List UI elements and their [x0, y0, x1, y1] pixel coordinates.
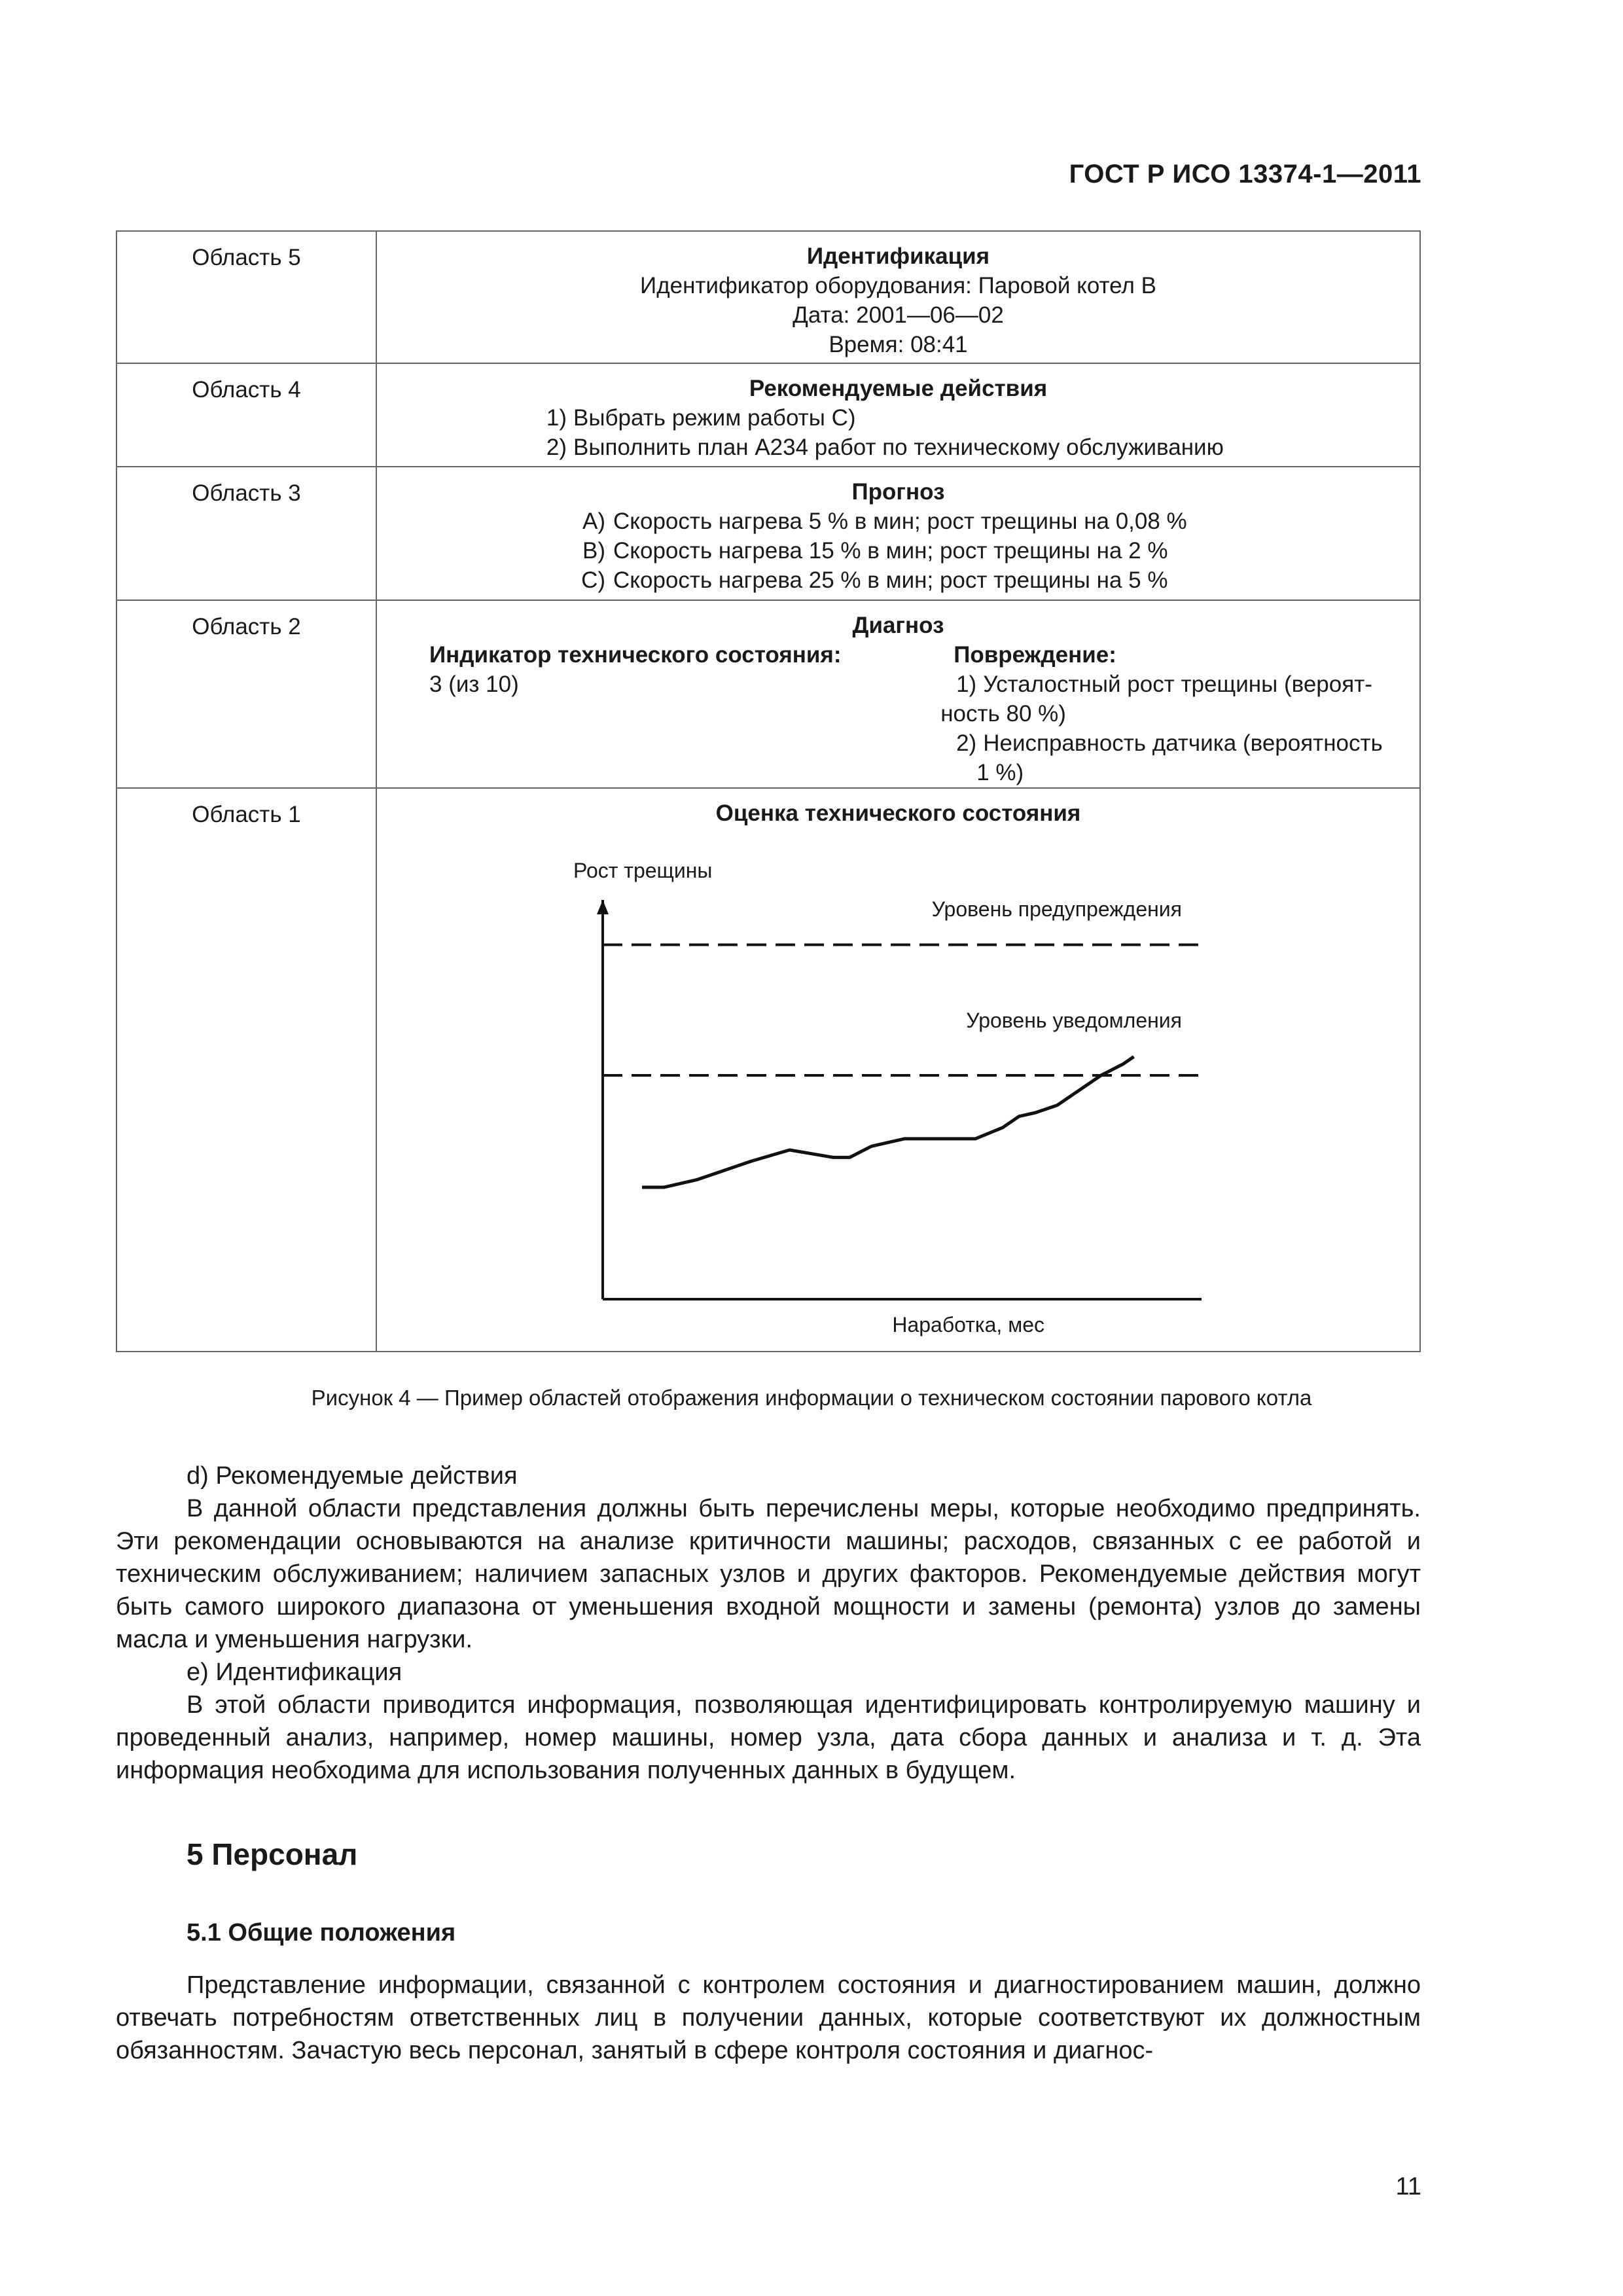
area3-title: Прогноз [851, 479, 945, 505]
body-section-d-e [116, 1460, 1421, 1787]
item-text: Скорость нагрева 5 % в мин; рост трещины на 0,08 % [613, 509, 1187, 534]
damage-item [940, 728, 1419, 758]
section-5-1 [116, 1916, 1421, 2067]
item-text: Скорость нагрева 15 % в мин; рост трещины на 2 % [613, 538, 1168, 564]
item-text-continued: ность 80 %) [940, 701, 1066, 726]
item-text-continued: 1 %) [976, 760, 1024, 785]
item-e-paragraph: В этой области приводится информация, позволяющая идентифицировать контролируемую машину и проведенный анализ, например, номер машины, номер узла, дата сбора данных и анализа и т. д. Эта информация необходима для использования полученных данных в будущем. [116, 1691, 1421, 1784]
area2-content [376, 600, 1420, 788]
crack-growth-series-line [642, 1057, 1134, 1188]
area5-title: Идентификация [806, 243, 990, 269]
item-number: 2) [546, 435, 567, 460]
area2-label: Область 2 [192, 614, 301, 639]
item-number: С) [581, 567, 605, 593]
area1-title: Оценка технического состояния [715, 800, 1081, 826]
figure-caption: Рисунок 4 — Пример областей отображения информации о техническом состоянии парового котла [311, 1386, 1312, 1410]
x-axis-label: Наработка, мес [892, 1313, 1044, 1336]
warning-level-label: Уровень предупреждения [931, 897, 1182, 921]
item-d-paragraph: В данной области представления должны быть перечислены меры, которые необходимо предпринять. Эти рекомендации основываются на анализе критичности машины; расходов, связанных с ее работой и техническим обслуживанием; наличием запасных узлов и других факторов. Рекомендуемые действия могут быть самого широкого диапазона от уменьшения входной мощности и замены (ремонта) узлов до замены масла и уменьшения нагрузки. [116, 1495, 1421, 1653]
forecast-item [569, 536, 1227, 565]
area4-title: Рекомендуемые действия [749, 376, 1048, 401]
item-text: Выполнить план А234 работ по техническому обслуживанию [573, 435, 1224, 460]
y-axis-label: Рост трещины [573, 859, 713, 882]
item-number: 1) [956, 672, 977, 697]
notice-level-label: Уровень уведомления [966, 1009, 1182, 1032]
item-text: Усталостный рост трещины (вероят- [983, 672, 1372, 697]
page-number: 11 [1395, 2173, 1421, 2200]
item-number: 1) [546, 405, 567, 431]
area1-row [116, 788, 1420, 1352]
area5-line: Дата: 2001—06—02 [793, 302, 1004, 328]
section-5-heading: 5 Персонал [187, 1837, 358, 1871]
section-5 [116, 1838, 1421, 1871]
area5-label: Область 5 [192, 245, 301, 270]
forecast-item [569, 507, 1227, 536]
display-areas-table [116, 230, 1421, 1352]
indicator-value: 3 (из 10) [429, 672, 519, 697]
area1-label-cell [116, 788, 376, 1352]
area3-label-cell [116, 467, 376, 600]
area3-label: Область 3 [192, 480, 301, 506]
item-text: Неисправность датчика (вероятность [983, 730, 1383, 756]
area4-item [530, 403, 1266, 433]
section-5-1-heading: 5.1 Общие положения [187, 1919, 456, 1946]
item-number: А) [582, 509, 605, 534]
y-axis-arrow [597, 900, 609, 914]
area5-label-cell [116, 231, 376, 363]
item-e-heading: е) Идентификация [187, 1659, 402, 1686]
damage-title: Повреждение: [954, 642, 1116, 668]
area4-label-cell [116, 363, 376, 467]
area2-label-cell [116, 600, 376, 788]
area4-label: Область 4 [192, 377, 301, 403]
item-text: Выбрать режим работы С) [573, 405, 856, 431]
area5-line: Время: 08:41 [829, 332, 968, 357]
indicator-title: Индикатор технического состояния: [429, 642, 842, 668]
area3-row [116, 467, 1420, 600]
area1-content [376, 788, 1420, 1352]
area4-content [376, 363, 1420, 467]
area2-row [116, 600, 1420, 788]
crack-growth-chart [377, 841, 1418, 1338]
forecast-item [569, 565, 1227, 595]
area4-row [116, 363, 1420, 467]
item-d-heading: d) Рекомендуемые действия [187, 1462, 518, 1490]
item-text: Скорость нагрева 25 % в мин; рост трещины на 5 % [613, 567, 1168, 593]
area3-content [376, 467, 1420, 600]
area5-line: Идентификатор оборудования: Паровой котел В [640, 273, 1156, 298]
area5-row [116, 231, 1420, 363]
area2-title: Диагноз [852, 613, 944, 638]
item-number: В) [582, 538, 605, 564]
section-5-1-paragraph: Представление информации, связанной с контролем состояния и диагностированием машин, должно отвечать потребностям ответственных лиц в получении данных, которые соответствуют их должностным обязанностям. Зачастую весь персонал, занятый в сфере контроля состояния и диагнос- [116, 1971, 1421, 2064]
area4-item [530, 433, 1266, 462]
item-number: 2) [956, 730, 977, 756]
area5-content [376, 231, 1420, 363]
standard-header: ГОСТ Р ИСО 13374-1—2011 [1069, 160, 1421, 188]
damage-item [940, 670, 1419, 699]
area1-label: Область 1 [192, 802, 301, 827]
